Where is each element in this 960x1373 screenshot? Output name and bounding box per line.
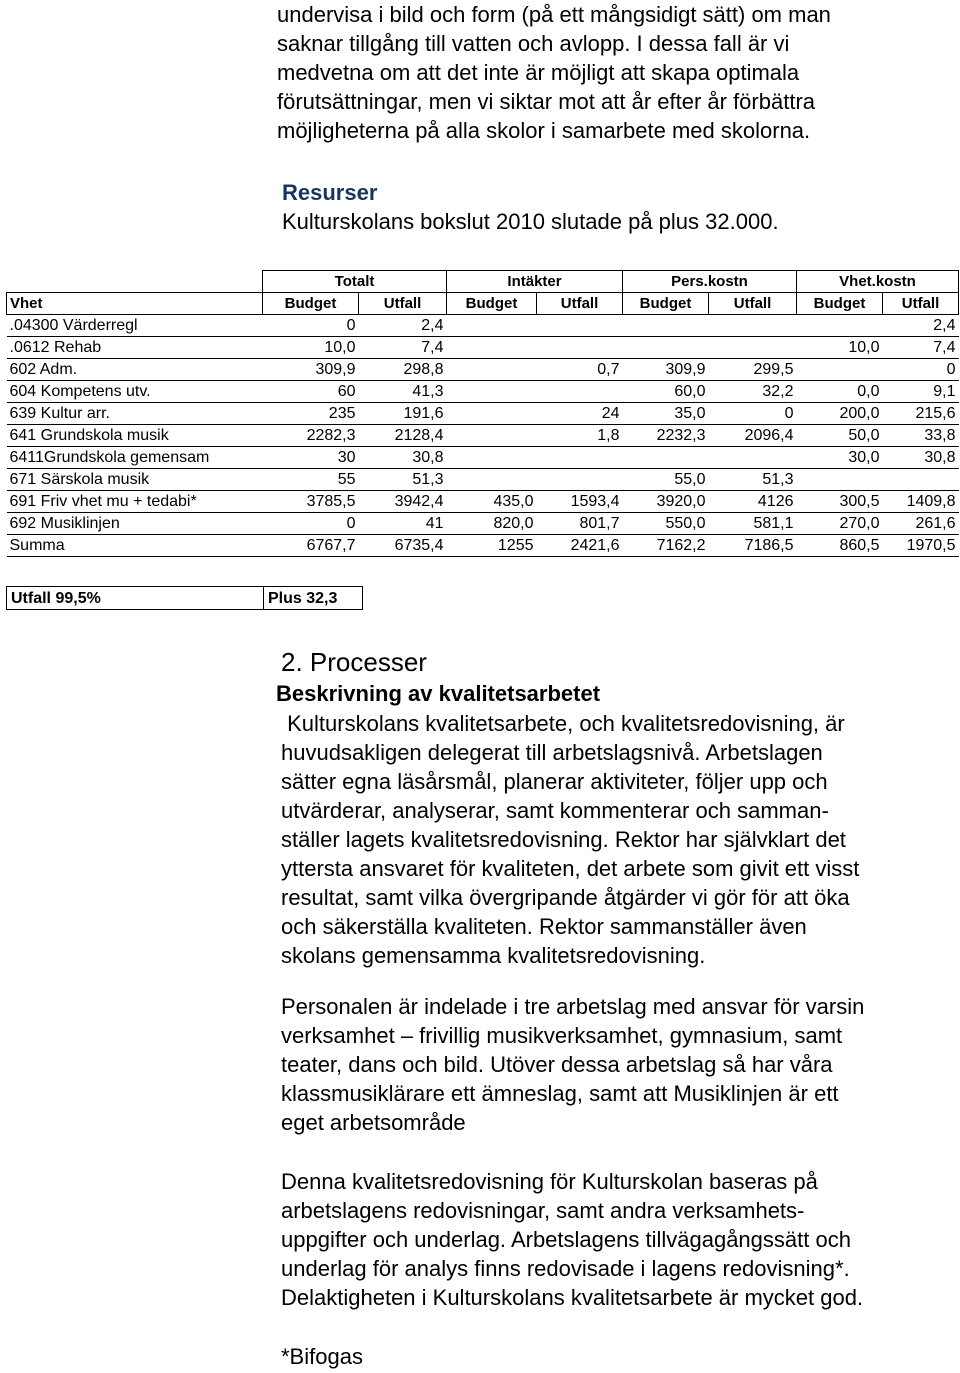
text-line: verksamhet – frivillig musikverksamhet, gymnasium, samt: [281, 1023, 843, 1048]
table-row: [7, 403, 959, 425]
table-cell: 299,5: [709, 359, 797, 381]
table-cell: 0: [263, 315, 359, 337]
table-cell: [797, 315, 883, 337]
table-cell: [447, 359, 537, 381]
table-cell: 235: [263, 403, 359, 425]
row-label: 639 Kultur arr.: [7, 403, 263, 425]
table-cell: 55: [263, 469, 359, 491]
text-line: underlag för analys finns redovisade i lagens redovisning*.: [281, 1256, 850, 1281]
column-header: Utfall: [709, 293, 797, 315]
group-header: Pers.kostn: [623, 271, 797, 293]
table-row: [7, 469, 959, 491]
table-cell: 215,6: [883, 403, 959, 425]
table-cell: 30: [263, 447, 359, 469]
table-cell: 2,4: [359, 315, 447, 337]
table-cell: [623, 315, 709, 337]
table-cell: 0: [883, 359, 959, 381]
text-line: uppgifter och underlag. Arbetslagens tillvägagångssätt och: [281, 1227, 851, 1252]
table-cell: [537, 315, 623, 337]
table-cell: [447, 381, 537, 403]
table-cell: 1,8: [537, 425, 623, 447]
table-cell: 0: [263, 513, 359, 535]
table-cell: 30,8: [883, 447, 959, 469]
text-line: utvärderar, analyserar, samt kommenterar och samman-: [281, 798, 829, 823]
table-cell: [447, 425, 537, 447]
table-cell: 9,1: [883, 381, 959, 403]
intro-line: saknar tillgång till vatten och avlopp. I dessa fall är vi: [277, 31, 790, 56]
paragraph-1: [281, 709, 951, 970]
column-header: Budget: [447, 293, 537, 315]
table-cell: 1409,8: [883, 491, 959, 513]
row-label: .04300 Värderregl: [7, 315, 263, 337]
text-line: sätter egna läsårsmål, planerar aktiviteter, följer upp och: [281, 769, 828, 794]
table-cell: 2282,3: [263, 425, 359, 447]
table-cell: 2096,4: [709, 425, 797, 447]
column-header: Budget: [797, 293, 883, 315]
text-line: resultat, samt vilka övergripande åtgärder vi gör för att öka: [281, 885, 850, 910]
table-cell: 2,4: [883, 315, 959, 337]
group-header: Totalt: [263, 271, 447, 293]
table-cell: 35,0: [623, 403, 709, 425]
table-cell: 6767,7: [263, 535, 359, 557]
table-cell: 51,3: [359, 469, 447, 491]
table-cell: [447, 315, 537, 337]
table-cell: 24: [537, 403, 623, 425]
table-cell: 10,0: [797, 337, 883, 359]
text-line: yttersta ansvaret för kvaliteten, det arbete som givit ett visst: [281, 856, 860, 881]
table-row: [7, 315, 959, 337]
table-cell: 33,8: [883, 425, 959, 447]
intro-line: undervisa i bild och form (på ett mångsidigt sätt) om man: [277, 2, 831, 27]
text-line: arbetslagens redovisningar, samt andra verksamhets-: [281, 1198, 805, 1223]
blank-cell: [7, 271, 263, 293]
table-cell: 300,5: [797, 491, 883, 513]
table-cell: 6735,4: [359, 535, 447, 557]
table-cell: [447, 337, 537, 359]
table-cell: 191,6: [359, 403, 447, 425]
table-cell: 55,0: [623, 469, 709, 491]
column-header: Budget: [263, 293, 359, 315]
table-cell: 7,4: [359, 337, 447, 359]
processer-title: 2. Processer: [281, 647, 427, 677]
table-cell: 309,9: [263, 359, 359, 381]
resurser-text: Kulturskolans bokslut 2010 slutade på plus 32.000.: [282, 209, 779, 234]
row-label: 641 Grundskola musik: [7, 425, 263, 447]
table-cell: 550,0: [623, 513, 709, 535]
intro-line: medvetna om att det inte är möjligt att skapa optimala: [277, 60, 800, 85]
table-cell: 0,7: [537, 359, 623, 381]
text-line: teater, dans och bild. Utöver dessa arbetslag så har våra: [281, 1052, 833, 1077]
table-cell: 3785,5: [263, 491, 359, 513]
table-cell: 261,6: [883, 513, 959, 535]
table-cell: [709, 447, 797, 469]
table-cell: 30,0: [797, 447, 883, 469]
table-row: [7, 535, 959, 557]
table-row: [7, 447, 959, 469]
table-cell: 298,8: [359, 359, 447, 381]
text-line: Kulturskolans kvalitetsarbete, och kvalitetsredovisning, är: [281, 711, 845, 736]
group-header: Vhet.kostn: [797, 271, 959, 293]
table-cell: 60,0: [623, 381, 709, 403]
resurser-heading: Resurser: [282, 180, 378, 205]
table-cell: [447, 469, 537, 491]
sub-header-row: [7, 293, 959, 315]
table-cell: 435,0: [447, 491, 537, 513]
text-line: klassmusiklärare ett ämneslag, samt att Musiklinjen är ett: [281, 1081, 839, 1106]
column-header: Utfall: [537, 293, 623, 315]
table-cell: 2128,4: [359, 425, 447, 447]
table-cell: 581,1: [709, 513, 797, 535]
table-row: [7, 491, 959, 513]
table-cell: 0: [709, 403, 797, 425]
table-cell: 41,3: [359, 381, 447, 403]
table-cell: 820,0: [447, 513, 537, 535]
utfall-percent: Utfall 99,5%: [6, 586, 264, 610]
footnote: *Bifogas: [281, 1344, 363, 1369]
row-label: Summa: [7, 535, 263, 557]
text-line: eget arbetsområde: [281, 1110, 466, 1135]
intro-text: [277, 0, 957, 145]
table-cell: 309,9: [623, 359, 709, 381]
table-row: [7, 513, 959, 535]
table-cell: 3942,4: [359, 491, 447, 513]
table-cell: [709, 315, 797, 337]
row-label: 691 Friv vhet mu + tedabi*: [7, 491, 263, 513]
text-line: huvudsakligen delegerat till arbetslagsnivå. Arbetslagen: [281, 740, 823, 765]
table-cell: [623, 447, 709, 469]
plus-total: Plus 32,3: [263, 586, 363, 610]
intro-line: möjligheterna på alla skolor i samarbete med skolorna.: [277, 118, 811, 143]
table-cell: 801,7: [537, 513, 623, 535]
column-header: Utfall: [359, 293, 447, 315]
table-cell: 50,0: [797, 425, 883, 447]
table-row: [7, 337, 959, 359]
table-row: [7, 381, 959, 403]
table-cell: [447, 403, 537, 425]
table-cell: 41: [359, 513, 447, 535]
table-cell: [447, 447, 537, 469]
table-cell: 60: [263, 381, 359, 403]
table-cell: [797, 359, 883, 381]
text-line: Delaktigheten i Kulturskolans kvalitetsarbete är mycket god.: [281, 1285, 864, 1310]
table-cell: 7,4: [883, 337, 959, 359]
table-cell: 2421,6: [537, 535, 623, 557]
table-cell: [537, 469, 623, 491]
row-label: .0612 Rehab: [7, 337, 263, 359]
table-cell: 860,5: [797, 535, 883, 557]
table-cell: 7162,2: [623, 535, 709, 557]
column-header: Vhet: [7, 293, 263, 315]
row-label: 692 Musiklinjen: [7, 513, 263, 535]
paragraph-3: [281, 1167, 951, 1312]
table-cell: 2232,3: [623, 425, 709, 447]
column-header: Utfall: [883, 293, 959, 315]
table-row: [7, 425, 959, 447]
table-cell: [797, 469, 883, 491]
table-cell: 10,0: [263, 337, 359, 359]
table-cell: 0,0: [797, 381, 883, 403]
table-cell: 1593,4: [537, 491, 623, 513]
processer-subtitle: Beskrivning av kvalitetsarbetet: [276, 681, 601, 706]
table-cell: 7186,5: [709, 535, 797, 557]
row-label: 6411Grundskola gemensam: [7, 447, 263, 469]
text-line: skolans gemensamma kvalitetsredovisning.: [281, 943, 706, 968]
table-cell: 1255: [447, 535, 537, 557]
text-line: Denna kvalitetsredovisning för Kulturskolan baseras på: [281, 1169, 818, 1194]
table-cell: [537, 447, 623, 469]
row-label: 671 Särskola musik: [7, 469, 263, 491]
table-cell: 51,3: [709, 469, 797, 491]
text-line: och säkerställa kvaliteten. Rektor sammanställer även: [281, 914, 807, 939]
table-cell: [709, 337, 797, 359]
table-cell: 1970,5: [883, 535, 959, 557]
column-header: Budget: [623, 293, 709, 315]
table-cell: 32,2: [709, 381, 797, 403]
table-cell: [537, 381, 623, 403]
paragraph-2: [281, 992, 951, 1137]
row-label: 604 Kompetens utv.: [7, 381, 263, 403]
table-row: [7, 359, 959, 381]
row-label: 602 Adm.: [7, 359, 263, 381]
table-cell: [883, 469, 959, 491]
table-cell: [623, 337, 709, 359]
group-header-row: [7, 271, 959, 293]
table-cell: 4126: [709, 491, 797, 513]
table-cell: [537, 337, 623, 359]
table-cell: 270,0: [797, 513, 883, 535]
table-cell: 200,0: [797, 403, 883, 425]
text-line: Personalen är indelade i tre arbetslag med ansvar för varsin: [281, 994, 865, 1019]
table-cell: 3920,0: [623, 491, 709, 513]
text-line: ställer lagets kvalitetsredovisning. Rektor har självklart det: [281, 827, 846, 852]
table-cell: 30,8: [359, 447, 447, 469]
intro-line: förutsättningar, men vi siktar mot att år efter år förbättra: [277, 89, 816, 114]
budget-table: [6, 270, 959, 557]
group-header: Intäkter: [447, 271, 623, 293]
